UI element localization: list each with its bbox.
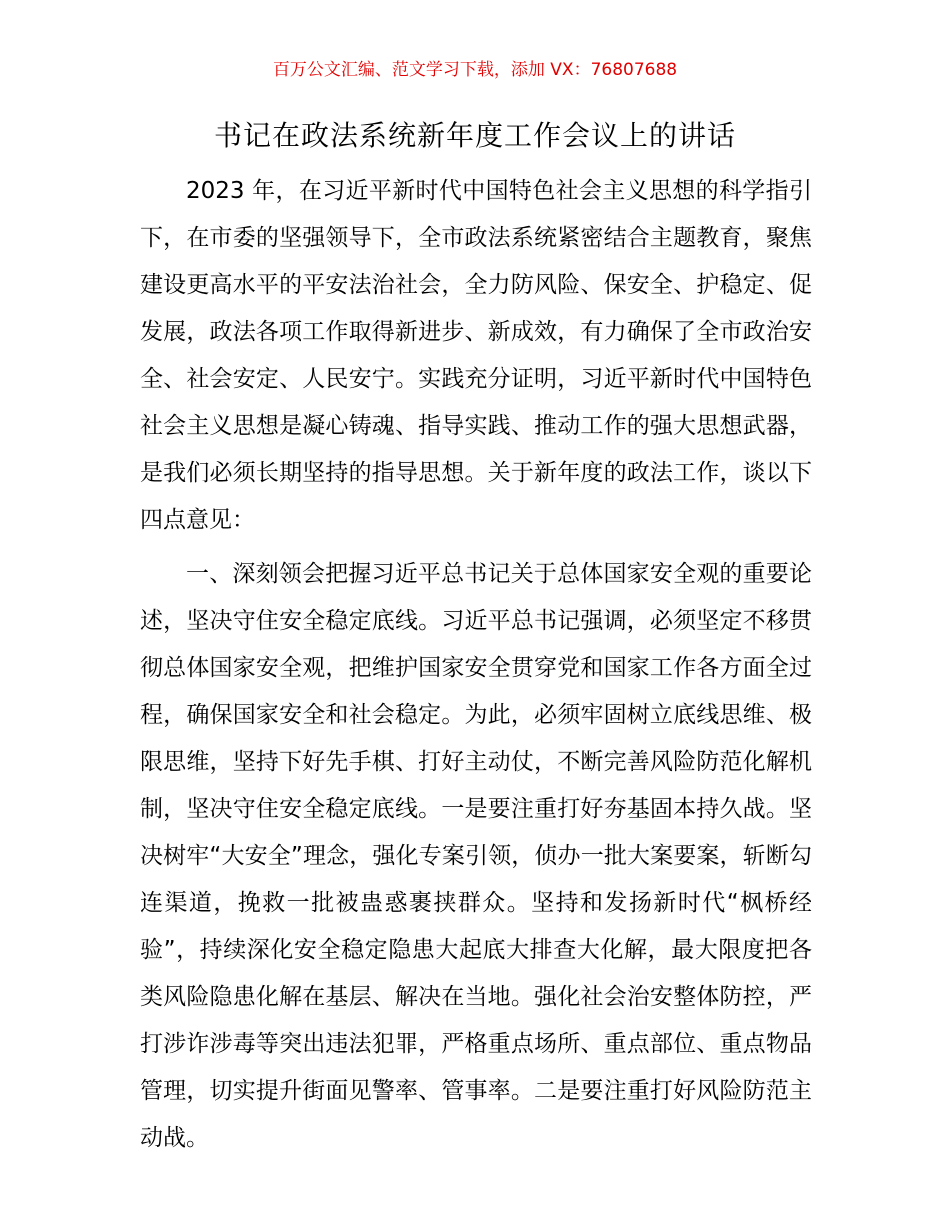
header-banner: 百万公文汇编、范文学习下载，添加 VX：76807688 <box>272 60 678 80</box>
paragraph-section-one: 一、深刻领会把握习近平总书记关于总体国家安全观的重要论述，坚决守住安全稳定底线。习近平总书记强调，必须坚定不移贯彻总体国家安全观，把维护国家安全贯穿党和国家工作各方面全过程，确保国家安全和社会稳定。为此，必须牢固树立底线思维、极限思维，坚持下好先手棋、打好主动仗，不断完善风险防范化解机制，坚决守住安全稳定底线。一是要注重打好夯基固本持久战。坚决树牢“大安全”理念，强化专案引领，侦办一批大案要案，斩断勾连渠道，挽救一批被蛊惑裹挟群众。坚持和发扬新时代“枫桥经验”，持续深化安全稳定隐患大起底大排查大化解，最大限度把各类风险隐患化解在基层、解决在当地。强化社会治安整体防控，严打涉诈涉毒等突出违法犯罪，严格重点场所、重点部位、重点物品管理，切实提升街面见警率、管事率。二是要注重打好风险防范主动战。 <box>140 561 812 1151</box>
document-title: 书记在政法系统新年度工作会议上的讲话 <box>213 119 736 152</box>
paragraph-intro: 2023 年，在习近平新时代中国特色社会主义思想的科学指引下，在市委的坚强领导下，全市政法系统紧密结合主题教育，聚焦建设更高水平的平安法治社会，全力防风险、保安全、护稳定、促发展，政法各项工作取得新进步、新成效，有力确保了全市政治安全、社会安定、人民安宁。实践充分证明，习近平新时代中国特色社会主义思想是凝心铸魂、指导实践、推动工作的强大思想武器，是我们必须长期坚持的指导思想。关于新年度的政法工作，谈以下四点意见： <box>140 178 812 533</box>
document-body <box>140 168 812 1162</box>
